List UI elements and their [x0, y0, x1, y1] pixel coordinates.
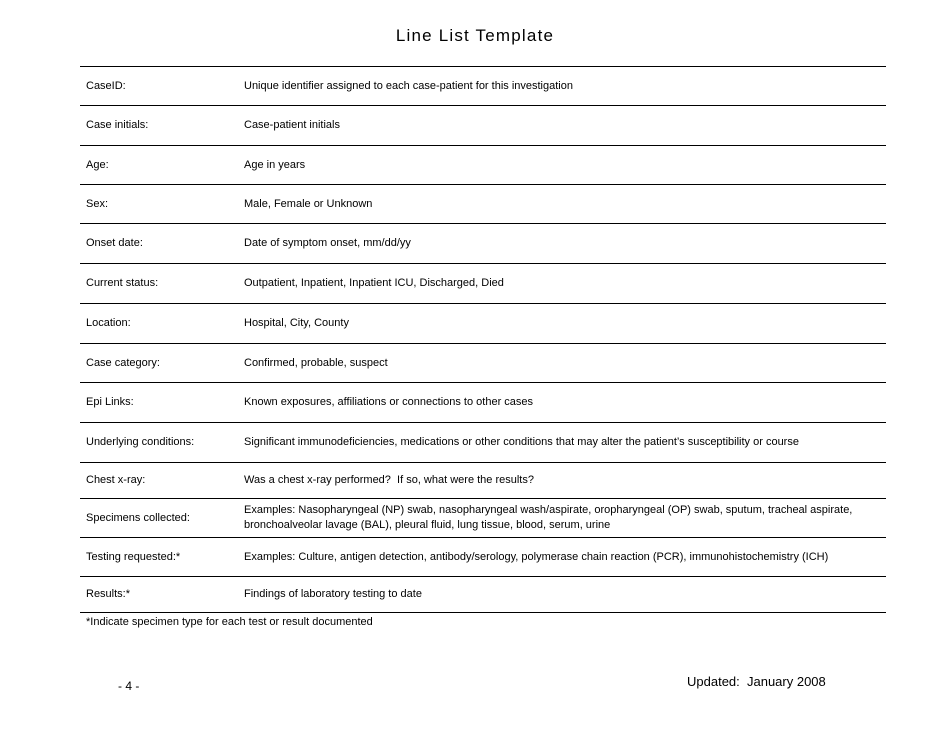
field-label: Specimens collected:	[86, 511, 190, 524]
field-label: Onset date:	[86, 237, 143, 249]
field-label: CaseID:	[86, 79, 126, 92]
table-row	[80, 344, 886, 383]
table-row	[80, 146, 886, 185]
table-row	[80, 106, 886, 146]
field-label: Case initials:	[86, 119, 149, 131]
field-label: Case category:	[86, 356, 160, 369]
field-description: Age in years	[244, 158, 306, 171]
table-row	[80, 67, 886, 106]
page-number: - 4 -	[118, 679, 140, 693]
table-row	[80, 423, 886, 463]
table-row	[80, 499, 886, 538]
field-description: Hospital, City, County	[244, 317, 349, 329]
field-description: Examples: Culture, antigen detection, antibody/serology, polymerase chain reaction (PCR), immunohistochemistry (ICH)	[244, 550, 829, 563]
table-row	[80, 463, 886, 499]
table-row	[80, 304, 886, 344]
table-row	[80, 224, 886, 264]
field-label: Chest x-ray:	[86, 474, 146, 486]
field-description: Case-patient initials	[244, 119, 340, 131]
field-description: Confirmed, probable, suspect	[244, 356, 388, 369]
field-description: Findings of laboratory testing to date	[244, 588, 422, 600]
table-row	[80, 185, 886, 224]
field-description: Date of symptom onset, mm/dd/yy	[244, 237, 411, 249]
field-label: Results:*	[86, 588, 131, 600]
table-row	[80, 577, 886, 613]
field-label: Underlying conditions:	[86, 436, 195, 448]
field-description: Examples: Nasopharyngeal (NP) swab, nasopharyngeal wash/aspirate, oropharyngeal (OP) swab, sputum, tracheal aspirate, bronchoalveolar lavage (BAL), pleural fluid, lung tissue, blood, serum, urine	[244, 504, 856, 531]
updated-date: Updated: January 2008	[687, 674, 826, 689]
field-label: Age:	[86, 158, 109, 171]
field-description: Unique identifier assigned to each case-patient for this investigation	[244, 79, 573, 92]
field-description: Significant immunodeficiencies, medications or other conditions that may alter the patient’s susceptibility or course	[244, 436, 799, 448]
table-row	[80, 538, 886, 577]
page-title: Line List Template	[395, 26, 555, 45]
field-label: Current status:	[86, 277, 159, 289]
field-label: Testing requested:*	[86, 550, 181, 563]
field-label: Epi Links:	[86, 396, 134, 408]
table-row	[80, 383, 886, 423]
field-label: Sex:	[86, 197, 109, 210]
field-description: Outpatient, Inpatient, Inpatient ICU, Discharged, Died	[244, 277, 504, 289]
field-description: Male, Female or Unknown	[244, 197, 373, 210]
field-description: Known exposures, affiliations or connections to other cases	[244, 396, 534, 408]
line-list-table	[80, 66, 886, 613]
table-row	[80, 264, 886, 304]
table-footnote: *Indicate specimen type for each test or result documented	[86, 616, 373, 628]
field-label: Location:	[86, 317, 131, 329]
field-description: Was a chest x-ray performed? If so, what were the results?	[244, 474, 534, 486]
